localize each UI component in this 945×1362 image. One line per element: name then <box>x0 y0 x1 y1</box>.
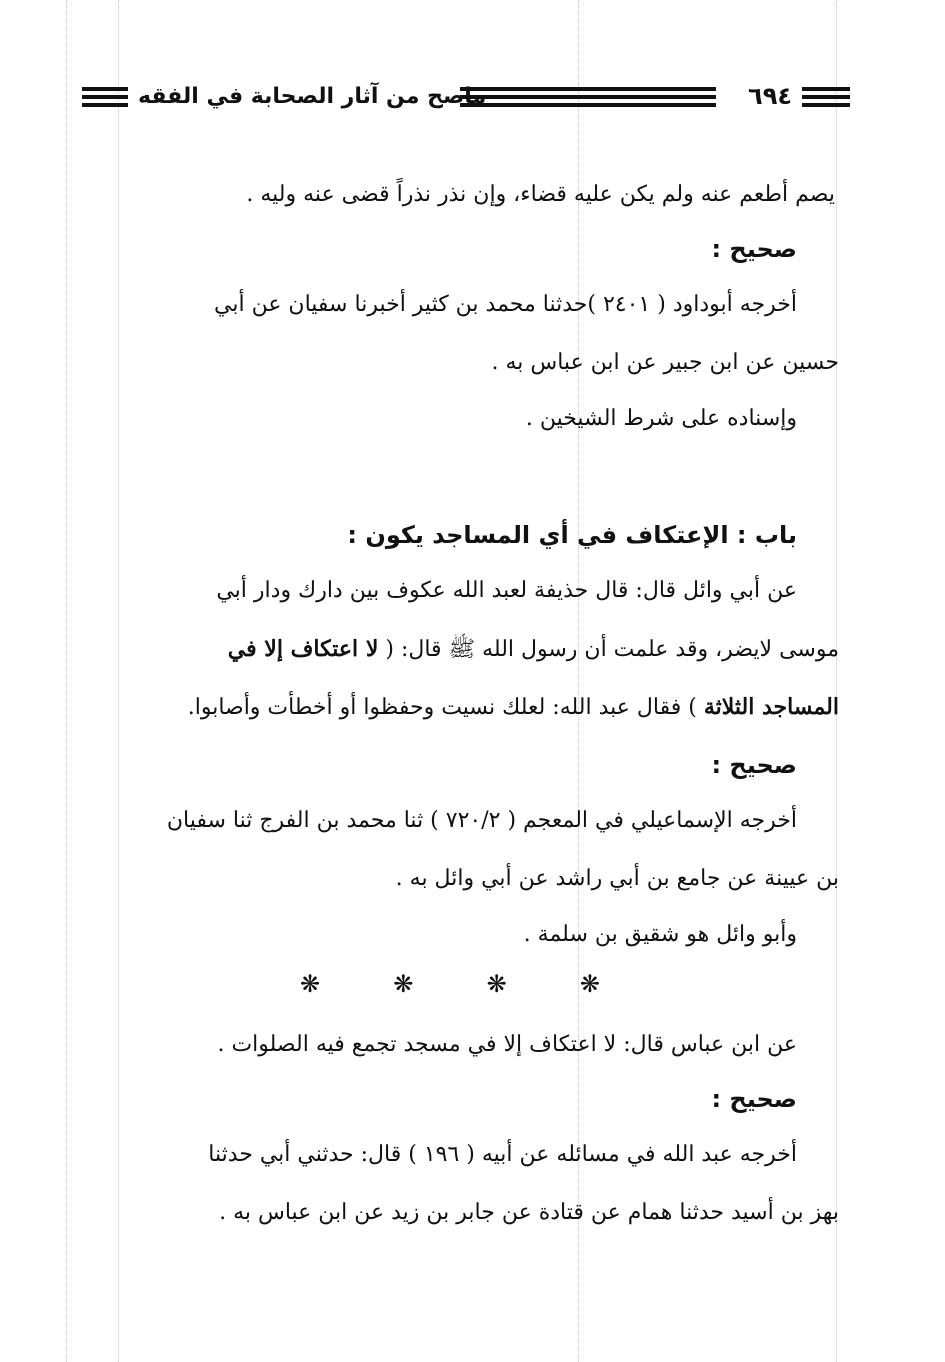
hadith-text-bold: المساجد الثلاثة <box>703 694 839 720</box>
scan-guide-line <box>836 0 837 1362</box>
running-title: ماصح من آثار الصحابة في الفقه <box>138 84 487 109</box>
body-line <box>188 692 839 723</box>
star-ornament-icon: ❋ <box>393 970 414 998</box>
header-rule-middle <box>460 87 716 111</box>
scan-guide-line <box>66 0 67 1362</box>
body-line: يصم أطعم عنه ولم يكن عليه قضاء، وإن نذر نذراً قضى عنه وليه . <box>246 182 835 207</box>
body-line: أخرجه عبد الله في مسائله عن أبيه ( ١٩٦ ) قال: حدثني أبي حدثنا <box>208 1142 797 1167</box>
body-line: عن أبي وائل قال: قال حذيفة لعبد الله عكوف بين دارك ودار أبي <box>216 578 797 603</box>
header-rule-right <box>802 87 850 111</box>
body-line: أخرجه أبوداود ( ٢٤٠١ )حدثنا محمد بن كثير أخبرنا سفيان عن أبي <box>214 292 797 317</box>
body-line: وإسناده على شرط الشيخين . <box>525 406 797 431</box>
body-line: عن ابن عباس قال: لا اعتكاف إلا في مسجد تجمع فيه الصلوات . <box>217 1032 797 1057</box>
scan-guide-line <box>118 0 119 1362</box>
section-label-sahih: صحيح : <box>711 235 797 263</box>
star-ornament-icon: ❋ <box>300 970 321 998</box>
section-label-sahih: صحيح : <box>711 1085 797 1113</box>
body-line: بن عيينة عن جامع بن أبي راشد عن أبي وائل به . <box>395 866 839 891</box>
body-text: موسى لايضر، وقد علمت أن رسول الله ﷺ قال: ( <box>385 637 839 662</box>
hadith-text-bold: لا اعتكاف إلا في <box>227 636 379 662</box>
body-line: حسين عن ابن جبير عن ابن عباس به . <box>491 350 839 375</box>
star-ornament-icon: ❋ <box>486 970 507 998</box>
body-line: بهز بن أسيد حدثنا همام عن قتادة عن جابر بن زيد عن ابن عباس به . <box>219 1200 839 1225</box>
chapter-heading: باب : الإعتكاف في أي المساجد يكون : <box>347 521 797 549</box>
star-ornament-icon: ❋ <box>579 970 600 998</box>
section-label-sahih: صحيح : <box>711 751 797 779</box>
page-header <box>82 84 850 114</box>
body-line: أخرجه الإسماعيلي في المعجم ( ٧٢٠/٢ ) ثنا محمد بن الفرج ثنا سفيان <box>166 808 797 833</box>
body-text: ) فقال عبد الله: لعلك نسيت وحفظوا أو أخطأت وأصابوا. <box>187 695 697 720</box>
body-line <box>228 634 839 665</box>
header-rule-left <box>82 87 128 111</box>
body-line: وأبو وائل هو شقيق بن سلمة . <box>523 922 797 947</box>
page-number: ٦٩٤ <box>748 82 792 110</box>
section-divider-stars <box>300 970 600 1000</box>
